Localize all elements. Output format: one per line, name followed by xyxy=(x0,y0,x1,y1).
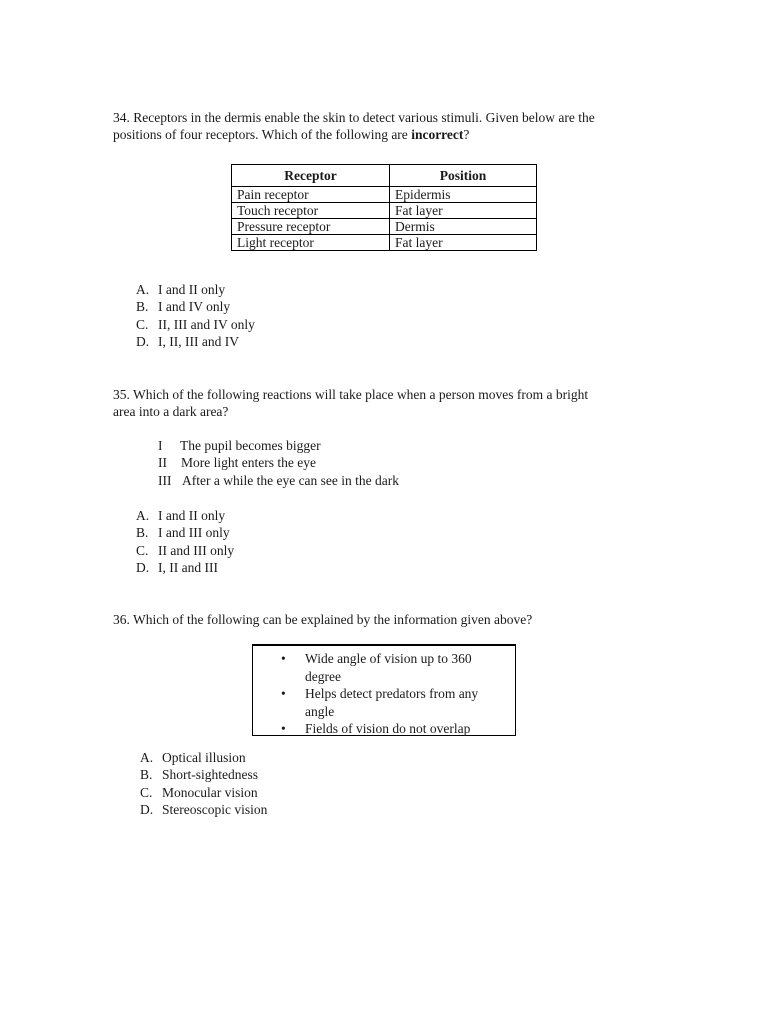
option-letter: D. xyxy=(140,801,154,817)
table-row xyxy=(232,187,537,203)
option-text: II, III and IV only xyxy=(158,316,255,332)
table-header: Receptor xyxy=(232,165,390,187)
table-cell: Fat layer xyxy=(390,235,537,251)
answer-option-c[interactable] xyxy=(136,542,234,559)
bullet-text-line-1: Helps detect predators from any xyxy=(305,686,479,701)
option-letter: B. xyxy=(136,299,149,315)
question-35-options xyxy=(136,507,234,576)
option-letter: A. xyxy=(140,750,154,765)
option-text: I and II only xyxy=(158,282,226,297)
statement-text: More light enters the eye xyxy=(181,455,316,471)
answer-option-a[interactable] xyxy=(140,749,267,766)
option-letter: D. xyxy=(136,333,150,349)
info-bullet-list xyxy=(281,650,509,738)
statement-item xyxy=(158,472,399,489)
question-35-statements xyxy=(158,437,399,489)
answer-option-c[interactable] xyxy=(136,316,255,333)
question-36-options xyxy=(140,749,267,818)
option-text: I and III only xyxy=(158,525,230,541)
option-letter: C. xyxy=(136,542,149,558)
table-cell: Fat layer xyxy=(390,203,537,219)
bullet-item xyxy=(281,650,509,685)
question-34-line-1: 34. Receptors in the dermis enable the skin to detect various stimuli. Given below are the xyxy=(113,110,595,125)
option-letter: B. xyxy=(136,525,149,541)
question-34-line-2-text: positions of four receptors. Which of the following are xyxy=(113,127,412,142)
option-text: Monocular vision xyxy=(162,784,258,800)
bullet-text-line-1: Wide angle of vision up to 360 xyxy=(305,651,472,666)
option-text: I, II, III and IV xyxy=(158,333,239,349)
question-35-stem xyxy=(113,386,588,420)
answer-option-c[interactable] xyxy=(140,784,267,801)
option-text: I and II only xyxy=(158,508,226,523)
table-cell: Light receptor xyxy=(232,235,390,251)
statement-number: I xyxy=(158,438,163,453)
option-text: I, II and III xyxy=(158,559,218,575)
receptor-table xyxy=(231,164,537,251)
answer-option-b[interactable] xyxy=(136,298,255,315)
option-text: I and IV only xyxy=(158,299,231,315)
option-text: Short-sightedness xyxy=(162,767,258,783)
table-cell: Pressure receptor xyxy=(232,219,390,235)
bullet-item xyxy=(281,685,509,720)
bullet-text-line-1: Fields of vision do not overlap xyxy=(305,721,471,736)
statement-number: III xyxy=(158,472,172,488)
question-35-line-1: 35. Which of the following reactions will take place when a person moves from a bright xyxy=(113,387,589,402)
bullet-icon: • xyxy=(281,686,286,701)
bullet-item xyxy=(281,720,509,738)
option-text: II and III only xyxy=(158,542,235,558)
answer-option-a[interactable] xyxy=(136,507,234,524)
info-box xyxy=(252,644,516,736)
answer-option-b[interactable] xyxy=(140,766,267,783)
bullet-text-line-2: degree xyxy=(305,668,341,684)
table-row xyxy=(232,203,537,219)
bullet-icon: • xyxy=(281,651,286,666)
bullet-text-line-2: angle xyxy=(305,703,335,719)
statement-item xyxy=(158,454,399,471)
statement-text: After a while the eye can see in the dark xyxy=(182,472,400,488)
option-letter: B. xyxy=(140,767,153,783)
statement-item xyxy=(158,437,399,454)
question-35-line-2: area into a dark area? xyxy=(113,404,229,419)
question-34-stem xyxy=(113,109,595,143)
table-cell: Epidermis xyxy=(390,187,537,203)
option-letter: C. xyxy=(140,784,153,800)
option-letter: A. xyxy=(136,282,150,297)
table-cell: Pain receptor xyxy=(232,187,390,203)
table-header: Position xyxy=(390,165,537,187)
table-header-row xyxy=(232,165,537,187)
option-letter: A. xyxy=(136,508,150,523)
option-text: Optical illusion xyxy=(162,750,246,765)
answer-option-d[interactable] xyxy=(136,559,234,576)
table-row xyxy=(232,219,537,235)
question-34-mark: ? xyxy=(463,127,470,142)
option-letter: C. xyxy=(136,316,149,332)
table-row xyxy=(232,235,537,251)
statement-text: The pupil becomes bigger xyxy=(180,438,321,453)
question-34-options xyxy=(136,281,255,350)
question-36-stem xyxy=(113,611,532,628)
answer-option-d[interactable] xyxy=(140,801,267,818)
question-34-emphasis: incorrect xyxy=(411,127,464,142)
answer-option-d[interactable] xyxy=(136,333,255,350)
bullet-icon: • xyxy=(281,721,286,736)
question-36-line-1: 36. Which of the following can be explained by the information given above? xyxy=(113,612,533,627)
answer-option-b[interactable] xyxy=(136,524,234,541)
question-34-line-2 xyxy=(113,126,595,143)
table-cell: Dermis xyxy=(390,219,537,235)
answer-option-a[interactable] xyxy=(136,281,255,298)
table-cell: Touch receptor xyxy=(232,203,390,219)
option-letter: D. xyxy=(136,559,150,575)
statement-number: II xyxy=(158,455,167,471)
option-text: Stereoscopic vision xyxy=(162,801,268,817)
